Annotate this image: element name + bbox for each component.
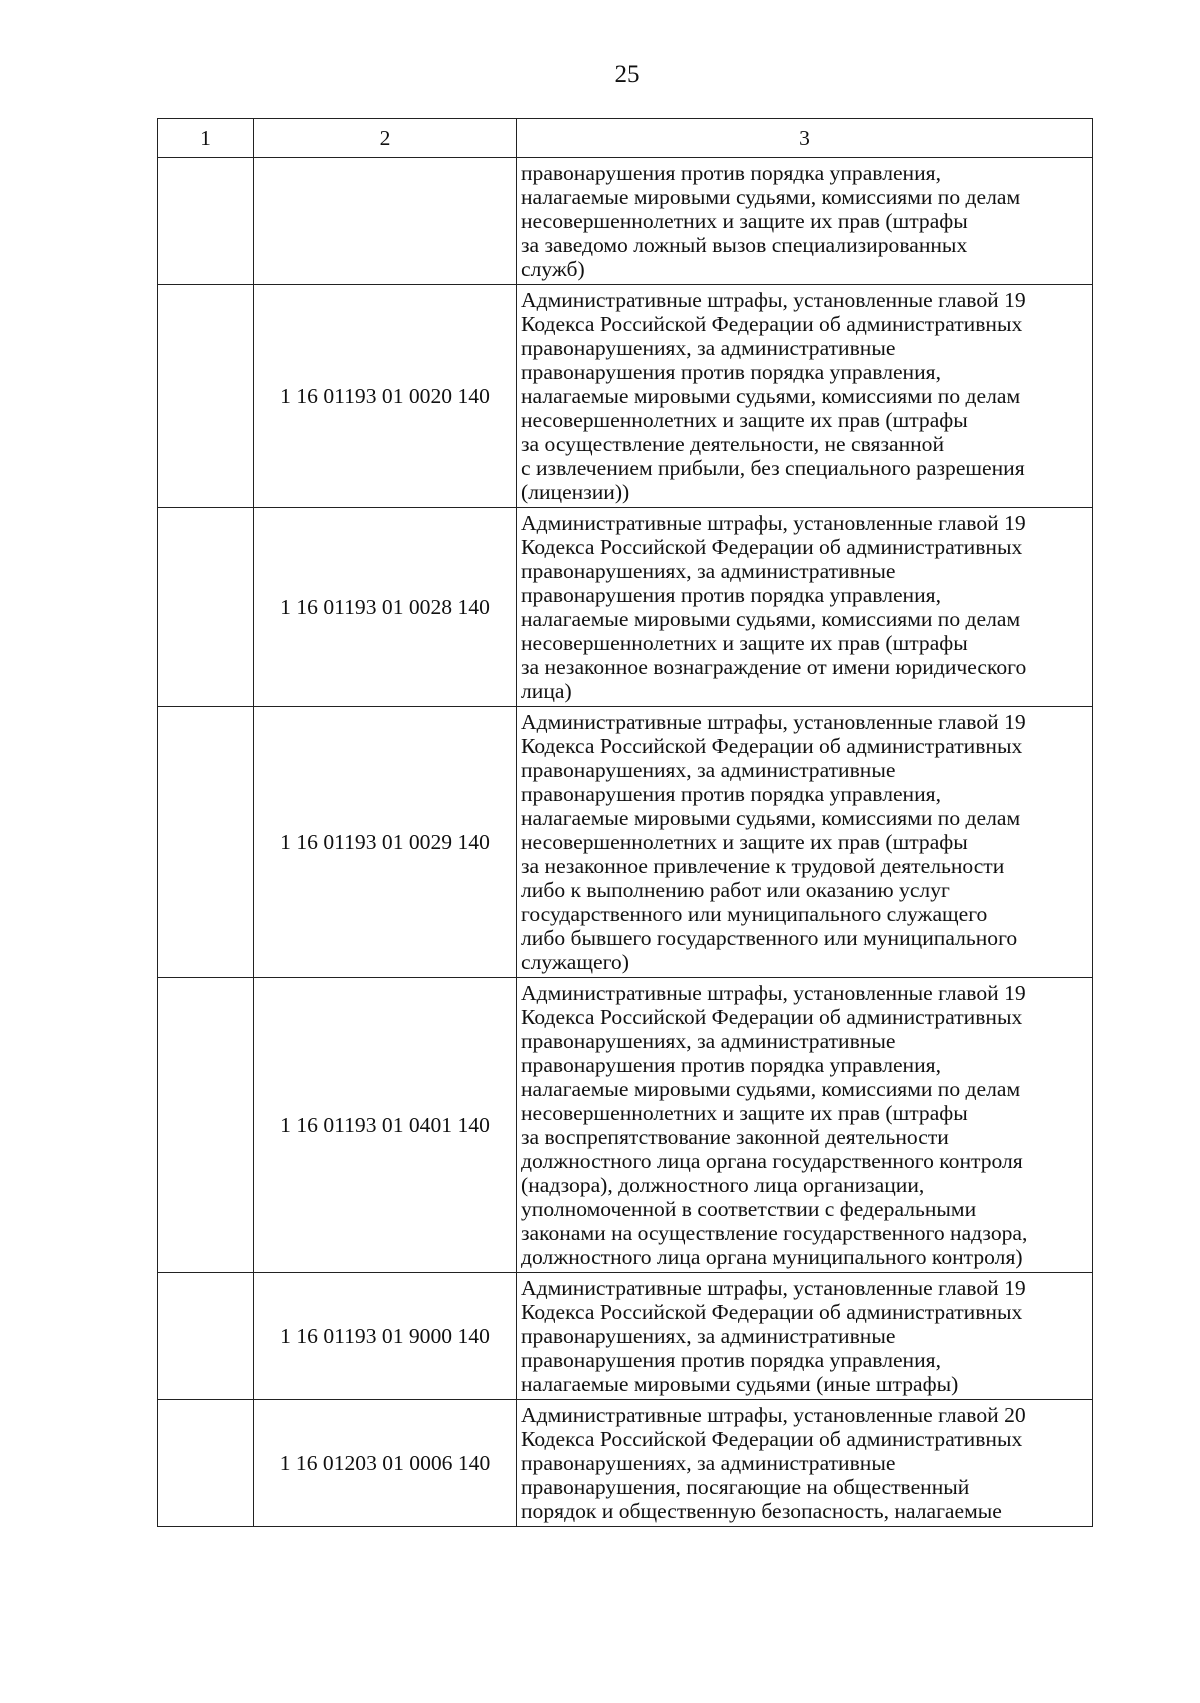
description-cell [517,1273,1093,1400]
description-line: либо к выполнению работ или оказанию услуг [521,878,950,902]
description-line: Административные штрафы, установленные главой 19 [521,981,1026,1005]
budget-code-cell: 1 16 01193 01 0028 140 [254,508,517,707]
description-line: Административные штрафы, установленные главой 19 [521,1276,1026,1300]
row-number-cell [158,978,254,1273]
description-line: либо бывшего государственного или муниципального [521,926,1018,950]
budget-code-cell: 1 16 01203 01 0006 140 [254,1400,517,1527]
table-row [158,285,1093,508]
description-line: налагаемые мировыми судьями, комиссиями по делам [521,384,1021,408]
budget-code-cell [254,158,517,285]
table-body [158,119,1093,1527]
description-line: правонарушения против порядка управления, [521,1053,942,1077]
description-line: за воспрепятствование законной деятельности [521,1125,949,1149]
description-line: Кодекса Российской Федерации об административных [521,535,1023,559]
description-line: за незаконное привлечение к трудовой деятельности [521,854,1005,878]
description-line: должностного лица органа государственного контроля [521,1149,1023,1173]
budget-code-cell: 1 16 01193 01 0029 140 [254,707,517,978]
column-header-3: 3 [517,119,1093,158]
description-line: правонарушениях, за административные [521,758,896,782]
description-line: Административные штрафы, установленные главой 19 [521,710,1026,734]
description-cell [517,1400,1093,1527]
description-line: Кодекса Российской Федерации об административных [521,1005,1023,1029]
description-line: за заведомо ложный вызов специализированных [521,233,968,257]
budget-code-cell: 1 16 01193 01 9000 140 [254,1273,517,1400]
description-line: правонарушениях, за административные [521,559,896,583]
page-number: 25 [614,61,640,88]
description-line: служащего) [521,950,629,974]
budget-code-cell: 1 16 01193 01 0401 140 [254,978,517,1273]
table-row [158,158,1093,285]
description-line: правонарушения против порядка управления, [521,360,942,384]
description-line: несовершеннолетних и защите их прав (штрафы [521,1101,968,1125]
description-line: с извлечением прибыли, без специального разрешения [521,456,1025,480]
row-number-cell [158,285,254,508]
description-line: правонарушения против порядка управления, [521,161,942,185]
row-number-cell [158,1273,254,1400]
table-row [158,707,1093,978]
description-line: правонарушениях, за административные [521,1029,896,1053]
description-line: законами на осуществление государственного надзора, [521,1221,1028,1245]
description-line: налагаемые мировыми судьями, комиссиями по делам [521,607,1021,631]
row-number-cell [158,158,254,285]
description-line: должностного лица органа муниципального контроля) [521,1245,1023,1269]
description-line: Административные штрафы, установленные главой 19 [521,511,1026,535]
description-line: порядок и общественную безопасность, налагаемые [521,1499,1002,1523]
description-line: налагаемые мировыми судьями, комиссиями по делам [521,185,1021,209]
table-row [158,1273,1093,1400]
description-line: за осуществление деятельности, не связанной [521,432,945,456]
description-line: (надзора), должностного лица организации, [521,1173,925,1197]
description-line: Административные штрафы, установленные главой 19 [521,288,1026,312]
description-cell [517,707,1093,978]
budget-code-cell: 1 16 01193 01 0020 140 [254,285,517,508]
description-cell [517,158,1093,285]
description-line: несовершеннолетних и защите их прав (штрафы [521,830,968,854]
description-line: (лицензии)) [521,480,630,504]
description-line: несовершеннолетних и защите их прав (штрафы [521,408,968,432]
description-cell [517,508,1093,707]
description-line: Кодекса Российской Федерации об административных [521,1427,1023,1451]
budget-codes-table [157,118,1093,1527]
column-header-1: 1 [158,119,254,158]
description-line: Административные штрафы, установленные главой 20 [521,1403,1026,1427]
description-line: несовершеннолетних и защите их прав (штрафы [521,631,968,655]
description-line: правонарушениях, за административные [521,1324,896,1348]
description-line: налагаемые мировыми судьями, комиссиями по делам [521,1077,1021,1101]
row-number-cell [158,508,254,707]
table-row [158,978,1093,1273]
description-line: правонарушениях, за административные [521,1451,896,1475]
description-line: правонарушения против порядка управления, [521,583,942,607]
description-line: правонарушениях, за административные [521,336,896,360]
description-line: правонарушения, посягающие на общественный [521,1475,970,1499]
description-cell [517,285,1093,508]
description-line: Кодекса Российской Федерации об административных [521,734,1023,758]
description-line: правонарушения против порядка управления, [521,1348,942,1372]
description-line: за незаконное вознаграждение от имени юридического [521,655,1027,679]
table-row [158,508,1093,707]
column-header-2: 2 [254,119,517,158]
table-header-row [158,119,1093,158]
description-line: уполномоченной в соответствии с федеральными [521,1197,977,1221]
description-line: Кодекса Российской Федерации об административных [521,312,1023,336]
row-number-cell [158,707,254,978]
description-line: несовершеннолетних и защите их прав (штрафы [521,209,968,233]
description-line: Кодекса Российской Федерации об административных [521,1300,1023,1324]
description-line: служб) [521,257,585,281]
description-line: налагаемые мировыми судьями, комиссиями по делам [521,806,1021,830]
description-line: правонарушения против порядка управления, [521,782,942,806]
table-row [158,1400,1093,1527]
description-line: лица) [521,679,572,703]
description-cell [517,978,1093,1273]
description-line: налагаемые мировыми судьями (иные штрафы) [521,1372,959,1396]
row-number-cell [158,1400,254,1527]
description-line: государственного или муниципального служащего [521,902,988,926]
